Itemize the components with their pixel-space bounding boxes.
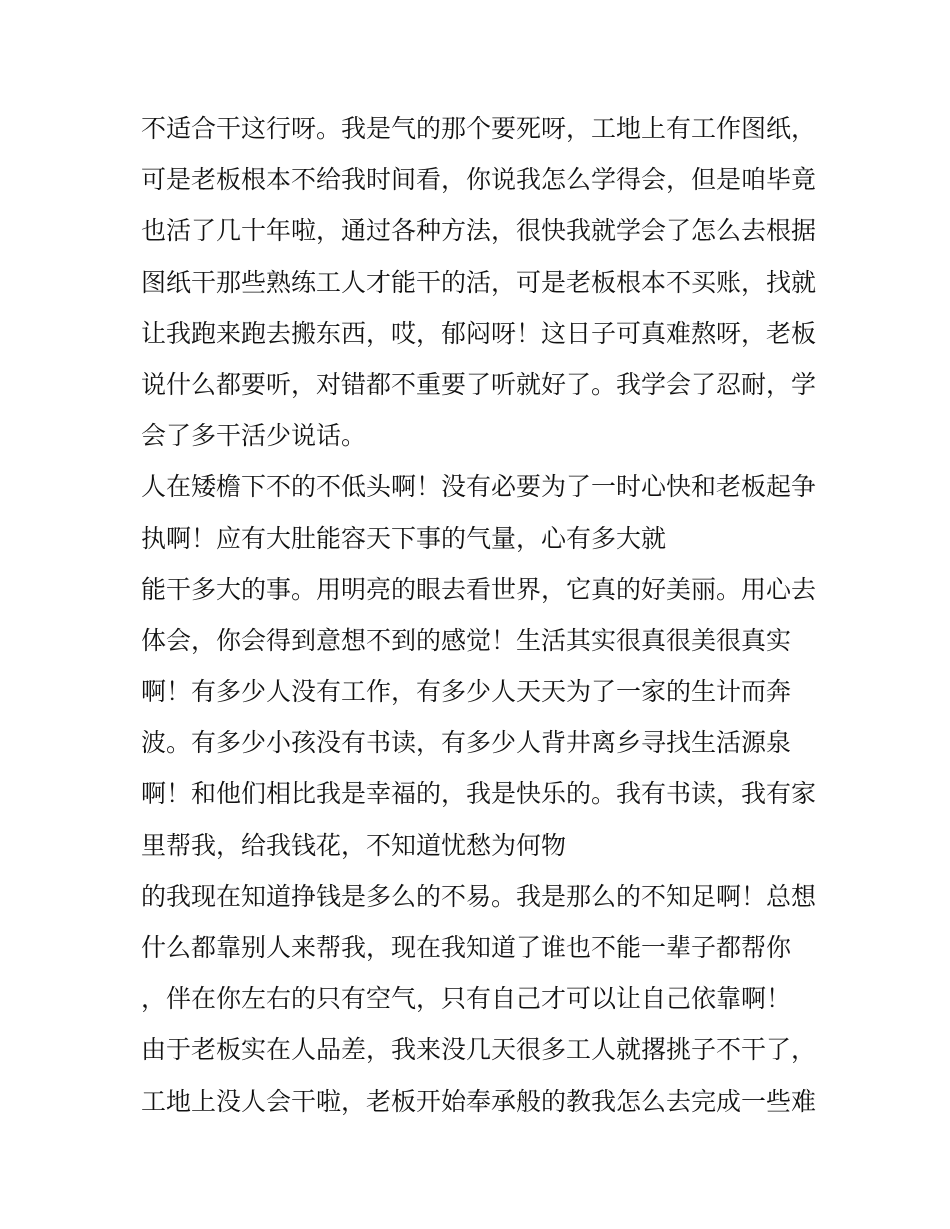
text-line: 能干多大的事。用明亮的眼去看世界，它真的好美丽。用心去 bbox=[141, 574, 817, 604]
text-line: 的我现在知道挣钱是多么的不易。我是那么的不知足啊！总想 bbox=[141, 881, 817, 911]
text-line: 里帮我，给我钱花，不知道忧愁为何物 bbox=[141, 830, 567, 860]
text-line: ，伴在你左右的只有空气，只有自己才可以让自己依靠啊！ bbox=[141, 984, 792, 1014]
text-line: 让我跑来跑去搬东西，哎，郁闷呀！这日子可真难熬呀，老板 bbox=[141, 318, 817, 348]
text-line: 啊！有多少人没有工作，有多少人天天为了一家的生计而奔 bbox=[141, 677, 792, 707]
body-text bbox=[141, 103, 821, 1127]
text-line: 可是老板根本不给我时间看，你说我怎么学得会，但是咱毕竟 bbox=[141, 165, 817, 195]
text-line: 啊！和他们相比我是幸福的，我是快乐的。我有书读，我有家 bbox=[141, 779, 817, 809]
text-line: 工地上没人会干啦，老板开始奉承般的教我怎么去完成一些难 bbox=[141, 1086, 817, 1116]
text-line: 体会，你会得到意想不到的感觉！生活其实很真很美很真实 bbox=[141, 625, 792, 655]
text-line: 由于老板实在人品差，我来没几天很多工人就撂挑子不干了， bbox=[141, 1035, 817, 1065]
text-line: 说什么都要听，对错都不重要了听就好了。我学会了忍耐，学 bbox=[141, 369, 817, 399]
text-line: 波。有多少小孩没有书读，有多少人背井离乡寻找生活源泉 bbox=[141, 728, 792, 758]
text-line: 不适合干这行呀。我是气的那个要死呀，工地上有工作图纸， bbox=[141, 114, 817, 143]
text-line: 图纸干那些熟练工人才能干的活，可是老板根本不买账，找就 bbox=[141, 267, 817, 297]
text-line: 人在矮檐下不的不低头啊！没有必要为了一时心快和老板起争 bbox=[141, 472, 817, 502]
text-line: 什么都靠别人来帮我，现在我知道了谁也不能一辈子都帮你 bbox=[141, 933, 792, 962]
text-line: 执啊！应有大肚能容天下事的气量，心有多大就 bbox=[141, 523, 667, 553]
text-line: 也活了几十年啦，通过各种方法，很快我就学会了怎么去根据 bbox=[141, 216, 817, 246]
text-line: 会了多干活少说话。 bbox=[141, 421, 367, 451]
